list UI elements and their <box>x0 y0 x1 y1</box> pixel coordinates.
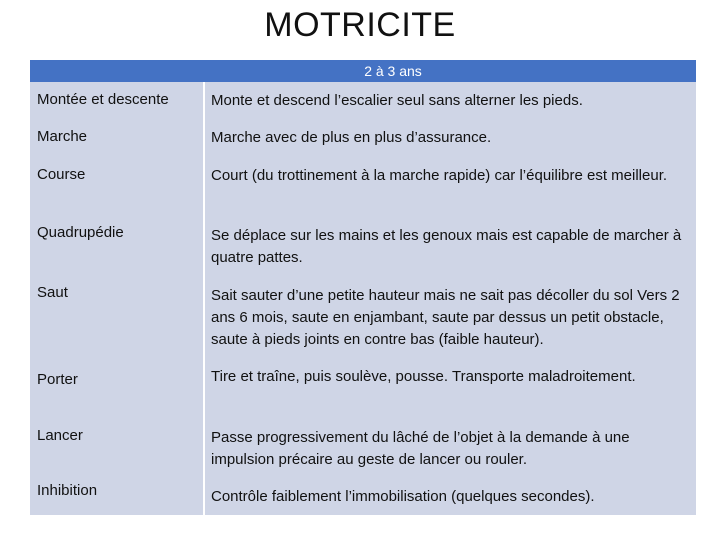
row-description: Tire et traîne, puis soulève, pousse. Transporte maladroitement. <box>211 368 636 385</box>
row-label: Saut <box>37 284 68 301</box>
row-label: Montée et descente <box>37 91 169 108</box>
page-title: MOTRICITE <box>264 6 456 44</box>
row-label: Lancer <box>37 427 83 444</box>
row-description: Monte et descend l’escalier seul sans alterner les pieds. <box>211 92 583 109</box>
age-range-label: 2 à 3 ans <box>364 63 422 79</box>
table-header <box>30 60 696 82</box>
row-label: Quadrupédie <box>37 224 124 241</box>
row-label: Course <box>37 166 86 183</box>
row-label: Inhibition <box>37 482 98 499</box>
column-divider <box>203 82 205 515</box>
row-label: Marche <box>37 128 88 145</box>
row-description: Contrôle faiblement l’immobilisation (quelques secondes). <box>211 488 595 505</box>
row-description: Sait sauter d’une petite hauteur mais ne sait pas décoller du sol Vers 2 ans 6 mois, saute en enjambant, saute par dessus un petit obstacle, saute à pieds joints en contre bas (faible hauteur). <box>211 287 680 348</box>
row-description: Passe progressivement du lâché de l’objet à la demande à une impulsion précaire au geste de lancer ou rouler. <box>211 429 630 468</box>
row-description: Court (du trottinement à la marche rapide) car l’équilibre est meilleur. <box>211 167 668 184</box>
motricite-table <box>30 60 696 515</box>
row-description: Se déplace sur les mains et les genoux mais est capable de marcher à quatre pattes. <box>211 227 682 266</box>
row-description: Marche avec de plus en plus d’assurance. <box>211 129 492 146</box>
row-label: Porter <box>37 371 78 388</box>
